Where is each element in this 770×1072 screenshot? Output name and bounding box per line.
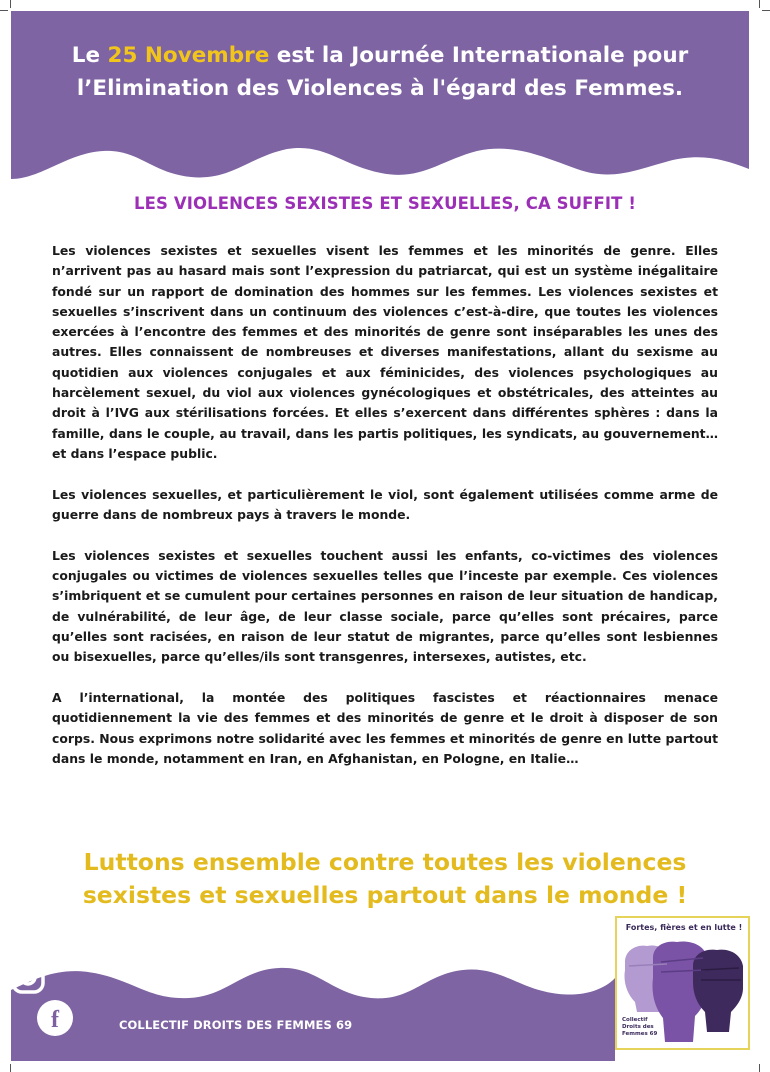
paragraph: Les violences sexistes et sexuelles visent les femmes et les minorités de genre. Elles n’arrivent pas au hasard mais sont l’expression du patriarcat, qui est un système inégalitaire fondé sur un rapport de domination des hommes sur les femmes. Les violences sexistes et sexuelles s’inscrivent dans un continuum des violences c’est-à-dire, que toutes les violences exercées à l’encontre des femmes et des minorités de genre sont inséparables les unes des autres. Elles connaissent de nombreuses et diverses manifestations, allant du sexisme au quotidien aux violences conjugales et aux féminicides, des violences psychologiques au harcèlement sexuel, du viol aux violences gynécologiques et obstétricales, des atteintes au droit à l’IVG aux stérilisations forcées. Et elles s’exercent dans différentes sphères : dans la famille, dans le couple, au travail, dans les partis politiques, les syndicats, au gouvernement… et dans l’espace public. [52,243,718,461]
slogan: Luttons ensemble contre toutes les violences sexistes et sexuelles partout dans le monde ! [82,848,688,909]
crop-mark [10,0,11,8]
facebook-link[interactable] [37,1000,73,1036]
paragraph: Les violences sexistes et sexuelles touchent aussi les enfants, co-victimes des violences conjugales ou victimes de violences sexuelles telles que l’inceste par exemple. Ces violences s’imbriquent et se cumulent pour certaines personnes en raison de leur situation de handicap, de vulnérabilité, de leur âge, de leur classe sociale, parce qu’elles sont précaires, parce qu’elles sont racisées, en raison de leur statut de migrantes, parce qu’elles sont lesbiennes ou bisexuelles, parce qu’elles/ils sont transgenres, intersexes, autistes, etc. [52,547,718,665]
poster-title: Fortes, fières et en lutte ! [625,923,743,932]
crop-mark [0,10,8,11]
poster-organization: Collectif Droits des Femmes 69 [622,1017,658,1037]
body-text [52,241,718,790]
header-banner [11,11,749,183]
crop-mark [10,1064,11,1072]
subtitle: LES VIOLENCES SEXISTES ET SEXUELLES, CA SUFFIT ! [134,194,636,213]
facebook-icon: f [51,1007,59,1033]
instagram-icon[interactable] [11,960,45,994]
poster-thumbnail [615,916,750,1050]
date-highlight: 25 Novembre [107,43,270,68]
crop-mark [759,1064,760,1072]
crop-mark [762,10,770,11]
paragraph: Les violences sexuelles, et particulièrement le viol, sont également utilisées comme arme de guerre dans de nombreux pays à travers le monde. [52,486,718,523]
crop-mark [759,0,760,8]
page-title: Le 25 Novembre est la Journée Internationale pour l’Elimination des Violences à l'égard des Femmes. [71,43,689,101]
organization-name: COLLECTIF DROITS DES FEMMES 69 [119,1018,353,1032]
paragraph: A l’international, la montée des politiques fascistes et réactionnaires menace quotidiennement la vie des femmes et des minorités de genre et le droit à disposer de son corps. Nous exprimons notre solidarité avec les femmes et minorités de genre en lutte partout dans le monde, notamment en Iran, en Afghanistan, en Pologne, en Italie… [52,690,718,767]
